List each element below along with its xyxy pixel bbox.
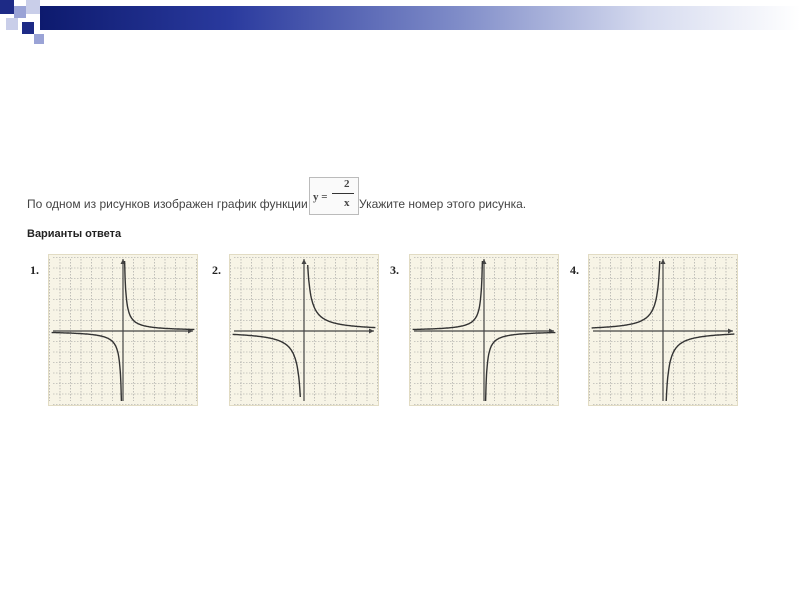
- hyperbola-branch: [52, 333, 122, 402]
- question: [27, 178, 627, 217]
- option-graph-2[interactable]: [229, 254, 379, 406]
- y-axis-arrow: [302, 259, 307, 264]
- hyperbola-branch: [666, 334, 734, 401]
- x-axis-arrow: [728, 329, 733, 334]
- decor-square: [14, 6, 26, 18]
- hyperbola-branch: [486, 333, 556, 402]
- decor-square: [34, 34, 44, 44]
- x-axis-arrow: [369, 329, 374, 334]
- formula-lhs: y =: [313, 191, 328, 203]
- answers-label: Варианты ответа: [27, 228, 122, 240]
- hyperbola-branch: [125, 261, 195, 330]
- formula-numerator: 2: [344, 178, 350, 190]
- hyperbola-branch: [592, 261, 660, 328]
- option-number-2: 2.: [212, 263, 221, 277]
- hyperbola-branch: [308, 265, 376, 328]
- fraction-bar: [332, 193, 354, 194]
- formula-denominator: x: [344, 197, 350, 209]
- formula-image: [309, 177, 359, 215]
- option-number-3: 3.: [390, 263, 399, 277]
- option-number-1: 1.: [30, 263, 39, 277]
- hyperbola-branch: [413, 261, 483, 330]
- decor-square: [26, 0, 40, 14]
- option-graph-1[interactable]: [48, 254, 198, 406]
- header-banner: [0, 0, 800, 48]
- option-number-4: 4.: [570, 263, 579, 277]
- y-axis-arrow: [661, 259, 666, 264]
- decor-square: [6, 18, 18, 30]
- banner-gradient-bar: [40, 6, 800, 30]
- option-graph-4[interactable]: [588, 254, 738, 406]
- question-instruction: Укажите номер этого рисунка.: [359, 197, 527, 211]
- option-graph-3[interactable]: [409, 254, 559, 406]
- hyperbola-branch: [233, 334, 301, 397]
- decor-square: [22, 22, 34, 34]
- decor-square: [0, 0, 14, 14]
- question-text: По одном из рисунков изображен график функции: [27, 197, 308, 211]
